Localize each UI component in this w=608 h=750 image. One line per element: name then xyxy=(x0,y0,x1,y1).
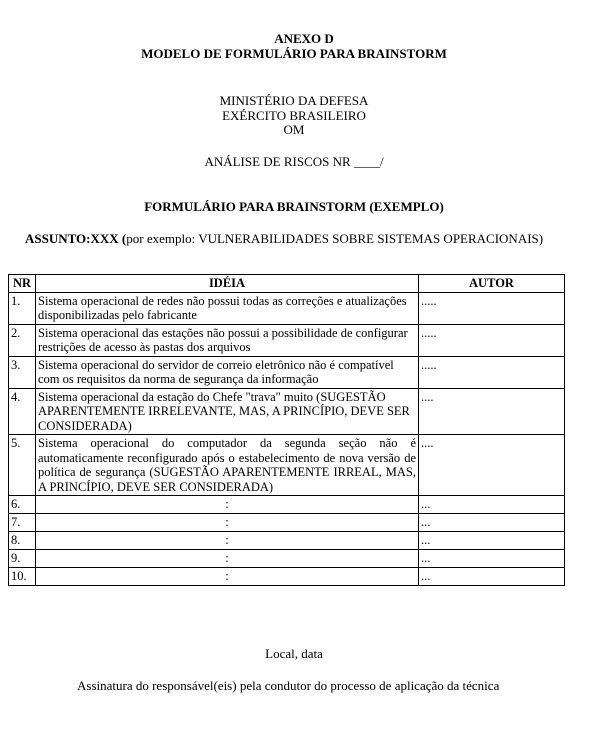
ministry-block xyxy=(0,94,598,138)
local-date: Local, data xyxy=(265,646,323,661)
table-row xyxy=(9,514,565,532)
row-idea: : xyxy=(36,496,419,514)
row-idea: : xyxy=(36,568,419,586)
row-idea: Sistema operacional da estação do Chefe "trava" muito (SUGESTÃO APARENTEMENTE IRRELEVANTE, MAS, A PRINCÍPIO, DEVE SER CONSIDERADA) xyxy=(36,388,419,435)
army-name: EXÉRCITO BRASILEIRO xyxy=(222,107,366,123)
row-nr: 2. xyxy=(9,324,36,356)
subject-line xyxy=(25,231,543,247)
risk-analysis-line: ANÁLISE DE RISCOS NR ____/ xyxy=(204,154,384,169)
row-author: ... xyxy=(419,532,565,550)
row-nr: 8. xyxy=(9,532,36,550)
row-author: ... xyxy=(419,514,565,532)
document-title: MODELO DE FORMULÁRIO PARA BRAINSTORM xyxy=(141,46,447,61)
unit-name: OM xyxy=(283,122,305,137)
subject-text: por exemplo: VULNERABILIDADES SOBRE SISTEMAS OPERACIONAIS) xyxy=(126,231,544,246)
row-nr: 10. xyxy=(9,568,36,586)
row-idea: : xyxy=(36,532,419,550)
row-nr: 1. xyxy=(9,292,36,324)
header-idea: IDÉIA xyxy=(36,275,419,293)
row-nr: 7. xyxy=(9,514,36,532)
annex-title: ANEXO D xyxy=(274,31,334,46)
table-row xyxy=(9,324,565,356)
table-row xyxy=(9,356,565,388)
row-idea: : xyxy=(36,550,419,568)
header-author: AUTOR xyxy=(419,275,565,293)
subject-label: ASSUNTO:XXX ( xyxy=(25,231,127,246)
ministry-name: MINISTÉRIO DA DEFESA xyxy=(219,93,369,108)
row-idea: Sistema operacional do servidor de correio eletrônico não é compatível com os requisitos da norma de segurança da informação xyxy=(36,356,419,388)
brainstorm-table xyxy=(8,274,565,586)
table-row xyxy=(9,292,565,324)
table-row xyxy=(9,568,565,586)
row-nr: 9. xyxy=(9,550,36,568)
row-author: .... xyxy=(419,388,565,435)
signature-line: Assinatura do responsável(eis) pela condutor do processo de aplicação da técnica xyxy=(77,678,500,693)
row-nr: 3. xyxy=(9,356,36,388)
table-header-row xyxy=(9,275,565,293)
row-nr: 6. xyxy=(9,496,36,514)
row-idea: Sistema operacional do computador da segunda seção não é automaticamente reconfigurado após o estabelecimento de nova versão de política de segurança (SUGESTÃO APARENTEMENTE IRREAL, MAS, A PRINCÍPIO, DEVE SER CONSIDERADA) xyxy=(36,435,419,496)
row-author: ... xyxy=(419,568,565,586)
table-row xyxy=(9,435,565,496)
form-title: FORMULÁRIO PARA BRAINSTORM (EXEMPLO) xyxy=(144,199,444,214)
row-idea: : xyxy=(36,514,419,532)
row-author: ... xyxy=(419,550,565,568)
table-row xyxy=(9,388,565,435)
header-nr: NR xyxy=(9,275,36,293)
row-author: .... xyxy=(419,435,565,496)
table-row xyxy=(9,532,565,550)
row-author: ... xyxy=(419,496,565,514)
row-nr: 4. xyxy=(9,388,36,435)
row-author: ..... xyxy=(419,356,565,388)
row-idea: Sistema operacional das estações não possui a possibilidade de configurar restrições de acesso às pastas dos arquivos xyxy=(36,324,419,356)
row-author: ..... xyxy=(419,324,565,356)
row-author: ..... xyxy=(419,292,565,324)
table-row xyxy=(9,550,565,568)
row-nr: 5. xyxy=(9,435,36,496)
table-row xyxy=(9,496,565,514)
row-idea: Sistema operacional de redes não possui todas as correções e atualizações disponibilizadas pelo fabricante xyxy=(36,292,419,324)
